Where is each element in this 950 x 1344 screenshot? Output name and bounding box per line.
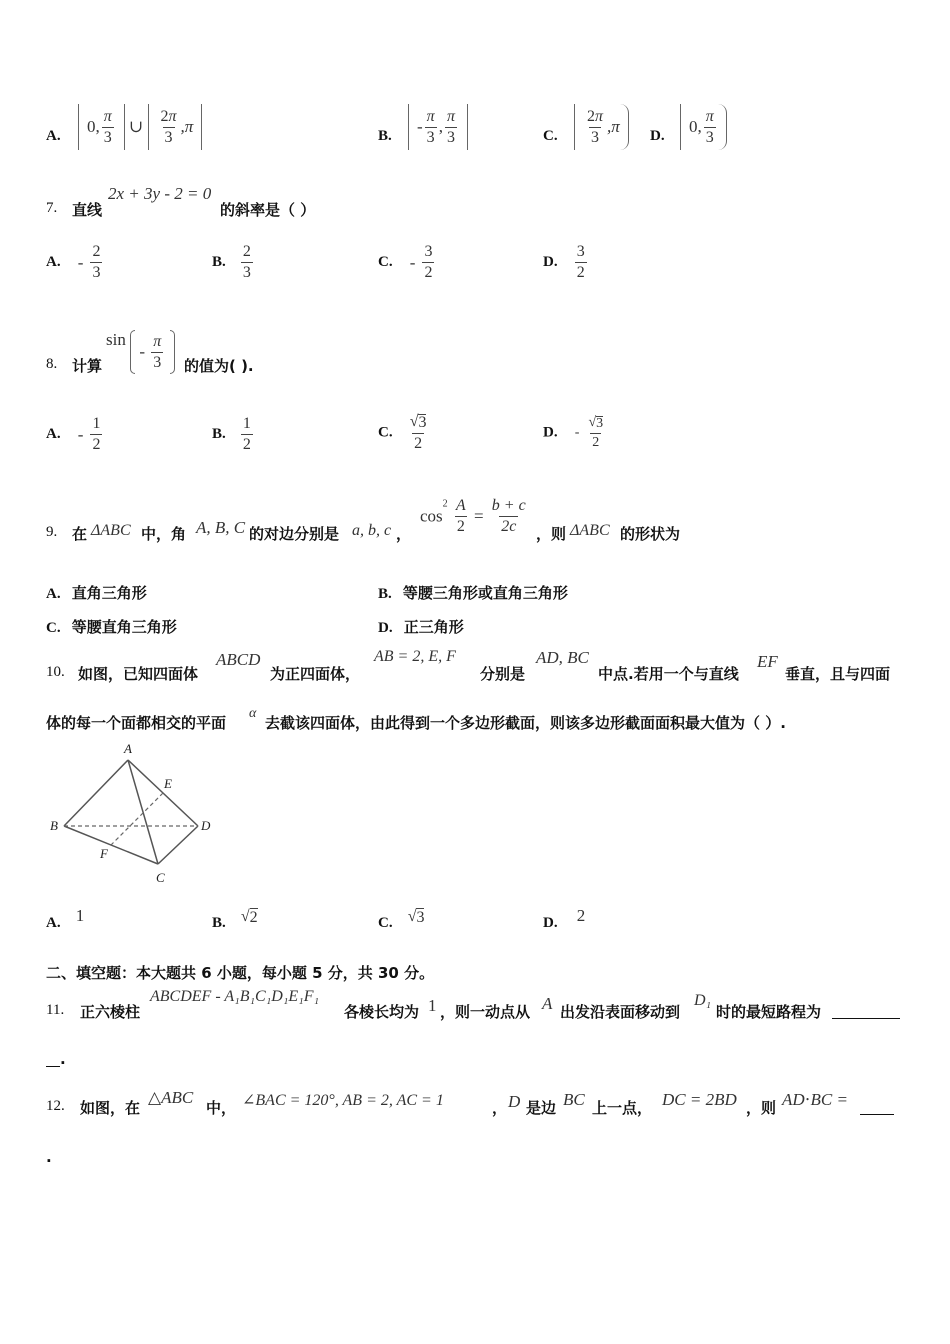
q9-option-a [46,582,147,603]
q8-option-c-radicand: 3 [418,414,427,431]
q12-t5: 上一点， [592,1099,653,1117]
q11-t1: 正六棱柱 [80,1003,141,1021]
q8-option-a-label: A. [46,426,61,442]
q7-equation: 2x + 3y - 2 = 0 [108,184,212,203]
q6-option-c-expr: $\frac{2\pi}{3}$ ,π [574,104,629,150]
q9-option-c-label: C. [46,620,61,636]
q11-m4: D₁ [694,992,712,1009]
q12-answer-blank[interactable] [860,1098,894,1115]
q9-option-d [378,616,464,637]
vertex-b-label: B [50,818,58,833]
q8-option-a-num: 1 [92,415,101,432]
q10-option-d [543,906,586,932]
q8-option-b [212,416,255,453]
q9-t4: ， [396,525,412,543]
q10-m4: EF [757,652,778,671]
q10-option-c-label: C. [378,915,393,931]
q7-option-d-label: D. [543,254,558,270]
q8-option-b-label: B. [212,426,226,442]
q12-t3: ， [492,1099,508,1117]
q11-end: . [60,1050,66,1068]
q8-option-b-den: 2 [242,436,251,453]
point-e-label: E [164,776,172,791]
q10-option-b-radicand: 2 [249,909,258,926]
q9-option-b [378,582,568,603]
q10-option-b-label: B. [212,915,226,931]
q9-equation [420,498,530,535]
q8-option-a-sign: - [77,424,84,444]
q7-option-d-den: 2 [576,264,585,281]
q12-t6: ，则 [746,1099,777,1117]
q7-option-a-den: 3 [92,264,101,281]
q9-equals: = [473,506,484,526]
q9-triangle: ΔABC [91,522,131,539]
tetrahedron-figure [40,740,230,890]
q7-option-c-den: 2 [424,264,433,281]
question-9 [0,494,950,644]
q7-option-a [46,244,104,281]
q6-option-a-expr: 0, $\frac{\pi}{3}$ ∪ $\frac{2\pi}{3}$ ,π [78,104,202,150]
q8-arg-num: π [153,332,162,350]
q8-arg-sign: - [139,342,146,361]
q12-m4: BC [563,1090,585,1109]
q8-text-post: 的值为( ). [184,357,254,375]
q10-option-c: C. √ 3 [378,908,425,931]
q11-t2: 各棱长均为 [344,1003,420,1021]
edge-ac [128,760,158,864]
q8-option-a-den: 2 [92,436,101,453]
q9-t3: 的对边分别是 [249,525,340,543]
q11-t5: 时的最短路程为 [716,1003,822,1021]
q9-option-a-text: 直角三角形 [71,584,147,602]
q7-option-a-sign: - [77,252,84,272]
q10-t3: 分别是 [480,665,526,683]
q8-arg-den: 3 [153,353,162,371]
q7-option-d [543,244,589,281]
q12-t1: 如图，在 [80,1099,141,1117]
question-12 [0,1084,950,1174]
q11-answer-blank-cont[interactable] [46,1048,60,1067]
q12-end: . [46,1148,52,1166]
question-11 [0,984,950,1074]
q10-option-b: B. √ 2 [212,908,258,931]
q9-option-d-text: 正三角形 [403,618,464,636]
q9-rhs-den: 2c [501,518,517,535]
q11-t3: ，则一动点从 [440,1003,531,1021]
q11-m1: ABCDEF - A₁B₁C₁D₁E₁F₁ [150,988,320,1005]
edge-cd [158,826,198,864]
q7-option-a-num: 2 [92,243,101,260]
q8-option-d: D. - √ 3 2 [543,415,604,450]
q10-alpha: α [249,706,257,721]
q10-option-a-value: 1 [75,906,85,925]
q12-m5: DC = 2BD [662,1090,737,1109]
q9-option-b-text: 等腰三角形或直角三角形 [402,584,568,602]
q11-answer-blank[interactable] [832,1000,900,1019]
q10-option-a [46,906,85,932]
q7-option-c [378,244,436,281]
q9-square: 2 [442,498,448,510]
q9-option-d-label: D. [378,620,393,636]
q12-m6: AD⋅BC = [782,1090,848,1109]
edge-ab [64,760,128,826]
q7-option-b-num: 2 [242,243,251,260]
section-2-heading: 二、填空题：本大题共 6 小题，每小题 5 分，共 30 分。 [46,964,435,982]
q10-t2: 为正四面体， [270,665,361,683]
q8-option-d-label: D. [543,424,558,441]
q12-m3: D [508,1092,521,1111]
q10-t4: 中点.若用一个与直线 [598,665,739,683]
q9-t6: 的形状为 [620,525,681,543]
q12-m1: △ABC [148,1088,194,1107]
question-7 [0,184,950,294]
q9-triangle-2: ΔABC [570,522,610,539]
q12-number: 12. [46,1098,65,1114]
q8-option-c: C. √ 3 2 [378,413,427,452]
q9-rhs-num: b + c [491,497,526,514]
q8-option-d-den: 2 [592,435,600,450]
q8-option-c-den: 2 [414,435,423,452]
q7-text-post: 的斜率是（ ） [220,201,316,219]
question-10 [0,646,950,946]
vertex-a-label: A [124,741,132,756]
q9-sides: a, b, c [352,522,392,539]
q10-m1: ABCD [216,650,261,669]
segment-ef-hidden [111,793,163,845]
q8-expression [106,330,175,374]
q11-m3: A [542,994,553,1013]
q10-option-a-label: A. [46,915,61,931]
q9-number: 9. [46,524,58,540]
q10-t1: 如图，已知四面体 [78,665,199,683]
q9-t2: 中，角 [141,525,187,543]
q10-line2a: 体的每一个面都相交的平面 [46,714,227,732]
q7-number: 7. [46,200,58,216]
q7-option-c-sign: - [409,252,416,272]
q9-cos: cos [420,506,443,526]
q12-m2: ∠BAC = 120°, AB = 2, AC = 1 [242,1092,444,1109]
q10-t5: 垂直，且与四面 [785,665,891,683]
q6-options [0,100,950,160]
q9-t1: 在 [72,525,88,543]
q9-angles: A, B, C [196,518,246,537]
q8-option-d-radicand: 3 [596,416,604,431]
q8-option-a [46,416,104,453]
q8-option-c-label: C. [378,424,393,441]
q7-option-d-num: 3 [576,243,585,260]
q10-number: 10. [46,664,65,680]
q12-t2: 中， [206,1099,237,1117]
q9-option-c-text: 等腰直角三角形 [71,618,177,636]
q8-option-b-num: 1 [242,415,251,432]
q12-t4: 是边 [526,1099,557,1117]
q8-sin: sin [106,330,126,349]
q8-text-pre: 计算 [72,357,103,375]
q6-option-a-label: A. [46,128,61,144]
question-8 [0,330,950,470]
q7-option-c-num: 3 [424,243,433,260]
q9-option-c [46,616,177,637]
q11-number: 11. [46,1002,65,1018]
q7-option-b [212,244,255,281]
q10-m3: AD, BC [536,648,589,667]
q8-option-d-sign: - [574,425,580,440]
q6-option-b-expr: - $\frac{\pi}{3}$ , $\frac{\pi}{3}$ [408,104,468,150]
q10-line2b: 去截该四面体，由此得到一个多边形截面，则该多边形截面面积最大值为（ ）. [265,714,786,732]
q7-option-b-label: B. [212,254,226,270]
q9-t5: ，则 [536,525,567,543]
q9-lhs-den: 2 [456,518,465,535]
q10-option-d-value: 2 [576,906,586,925]
vertex-d-label: D [201,818,211,833]
q7-option-b-den: 3 [242,264,251,281]
point-f-label: F [100,846,108,861]
q7-option-c-label: C. [378,254,393,270]
q6-option-c-label: C. [543,128,558,144]
q9-lhs-num: A [455,497,466,514]
q10-option-d-label: D. [543,915,558,931]
vertex-c-label: C [156,870,165,885]
q10-m2: AB = 2, E, F [374,648,456,665]
q9-option-b-label: B. [378,586,392,602]
q6-option-d-label: D. [650,128,665,144]
q6-option-b-label: B. [378,128,392,144]
q7-option-a-label: A. [46,254,61,270]
q10-option-c-radicand: 3 [416,909,425,926]
q11-t4: 出发沿表面移动到 [560,1003,681,1021]
q8-number: 8. [46,356,58,372]
q9-option-a-label: A. [46,586,61,602]
q7-text-pre: 直线 [72,201,103,219]
q11-m2: 1 [428,996,437,1015]
q6-option-d-expr: 0, $\frac{\pi}{3}$ [680,104,727,150]
